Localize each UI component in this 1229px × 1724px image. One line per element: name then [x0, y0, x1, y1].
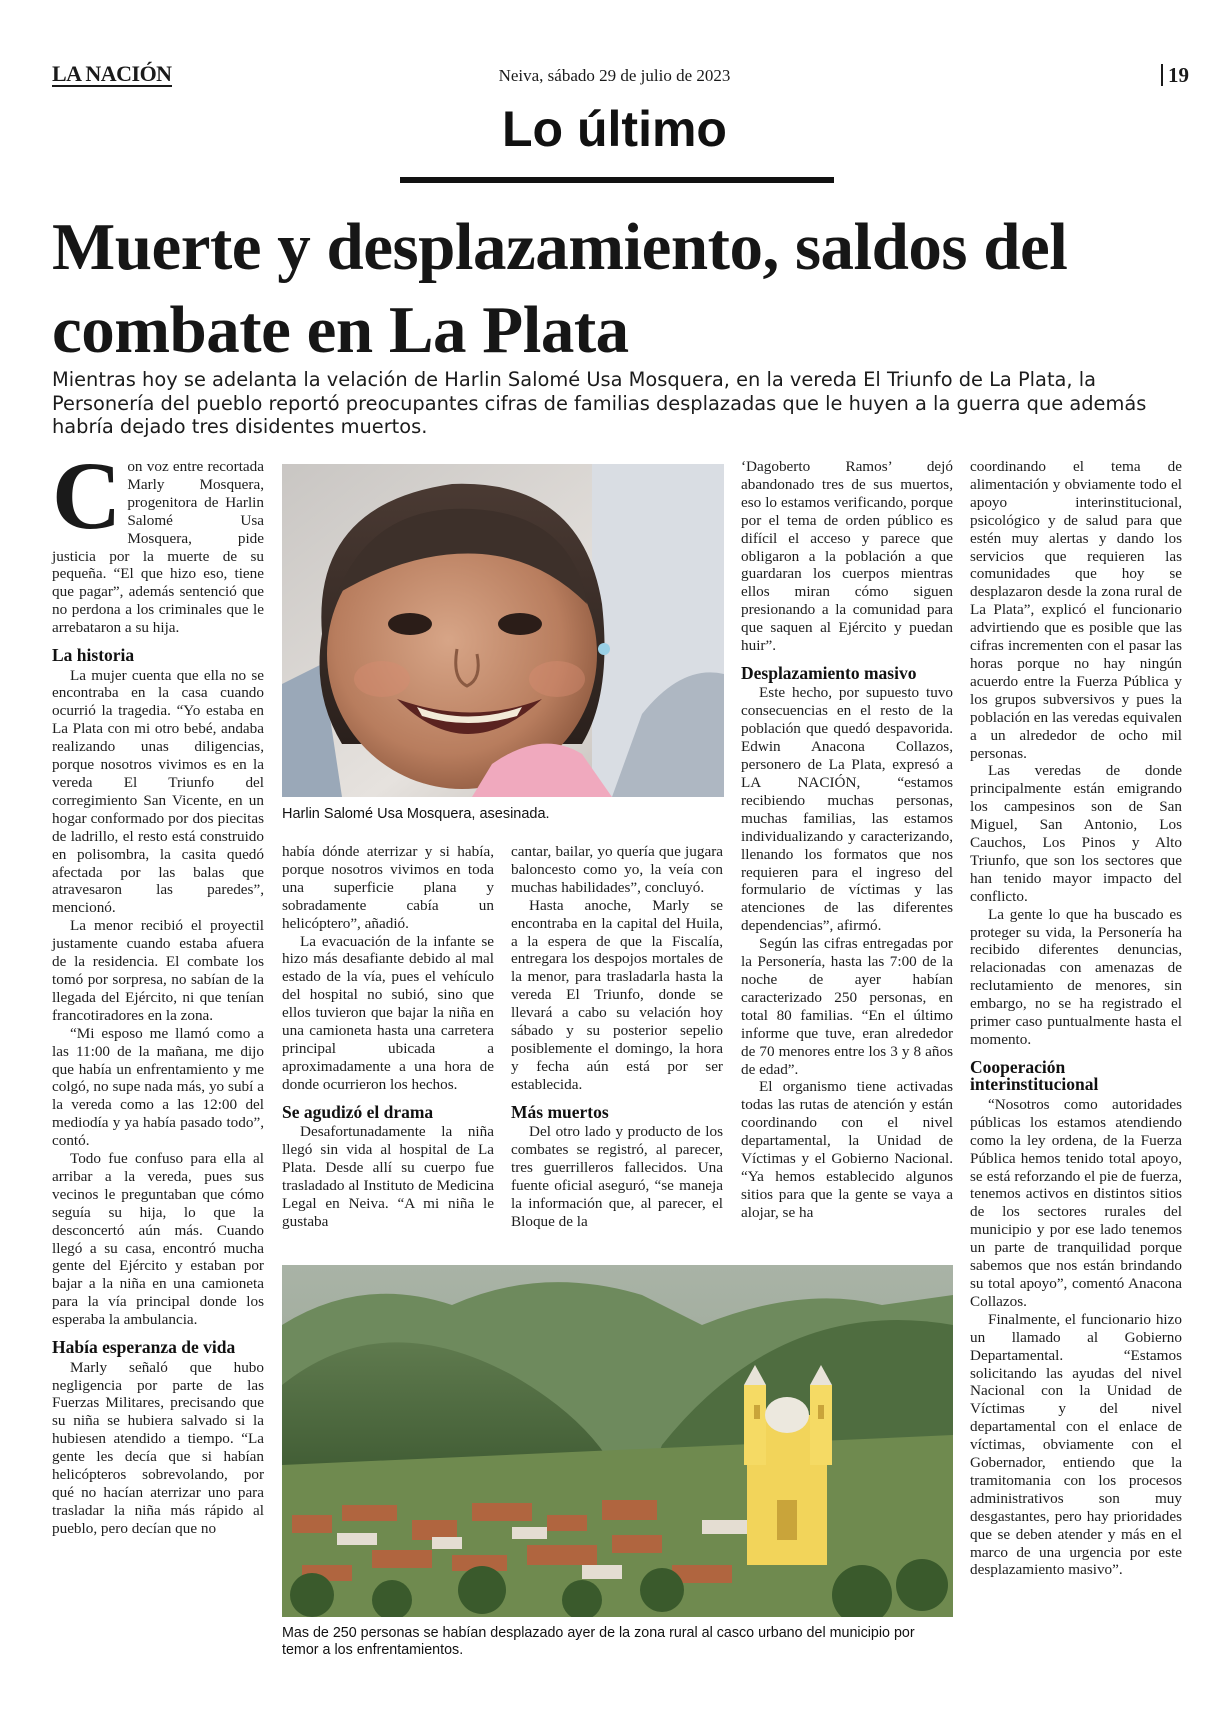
paragraph: Todo fue confuso para ella al arribar a la vereda, pues sus vecinos le preguntaban que cómo seguía su hija, lo que la desconcertó aún más. Cuando llegó a su casa, encontró mucha gente del Ejército y estaban por bajar a la niña en una camioneta para la vía principal donde los esperaba la ambulancia. [52, 1150, 264, 1329]
subhead-cooperacion: Cooperación interinstitucional [970, 1056, 1099, 1095]
paragraph: Este hecho, por supuesto tuvo consecuencias en el resto de la población que quedó despavorida. Edwin Anacona Collazos, personero de La Plata, expresó a LA NACIÓN, “estamos recibiendo muchas personas, muchas familias, las estamos individualizando y caracterizando, llenando los formatos que nos requieren para el ingreso del formulario de víctimas y las atenciones de las diferentes dependencias”, afirmó. [741, 684, 953, 935]
paragraph: La gente lo que ha buscado es proteger su vida, la Personería ha recibido diferentes denuncias, relacionadas con amenazas de reclutamiento de menores, sin embargo, no se ha registrado el primer caso puntualmente hasta el momento. [970, 905, 1182, 1048]
section-title: Lo último [502, 101, 727, 157]
article-column-3 [511, 843, 723, 1231]
paragraph: Desafortunadamente la niña llegó sin vida al hospital de La Plata. Desde allí su cuerpo fue trasladado al Instituto de Medicina Legal en Neiva. “A mi niña le gustaba [282, 1123, 494, 1230]
paragraph: La mujer cuenta que ella no se encontraba en la casa cuando ocurrió la tragedia. “Yo estaba en La Plata con mi otro bebé, andaba realizando unas diligencias, porque nosotros vivimos es en la vereda El Triunfo del corregimiento San Vicente, en un hogar conformado por dos piecitas de ladrillo, el resto está construido en polisombra, la casita quedó afectada por las balas que atravesaron las paredes”, mencionó. [52, 666, 264, 917]
article-summary: Mientras hoy se adelanta la velación de Harlin Salomé Usa Mosquera, en la vereda El Triunfo de La Plata, la Personería del pueblo reportó preocupantes cifras de familias desplazadas que le huyen a la guerra que además habría dejado tres disidentes muertos. [52, 368, 1147, 438]
paragraph: Marly señaló que hubo negligencia por parte de las Fuerzas Militares, precisando que su niña se hubiera salvado si la hubiesen atendido a tiempo. “La gente les decía que si habían helicópteros sobrevolando, por qué no hacían aterrizar uno para trasladar la niña más rápido al pueblo, pero decían que no [52, 1358, 264, 1537]
lead-text: on voz entre recortada Marly Mosquera, progenitora de Harlin Salomé Usa Mosquera, pide justicia por la muerte de su pequeña. “El que hizo eso, tiene que pagar”, además sentenció que no perdona a los criminales que le arrebataron a su hija. [52, 458, 264, 637]
paragraph: Las veredas de donde principalmente están emigrando los campesinos son de San Miguel, San Antonio, Los Cauchos, Los Pinos y Alto Triunfo, que son los sectores que han tenido mayor impacto del conflicto. [970, 762, 1182, 905]
headline: Muerte y desplazamiento, saldos del combate en La Plata [52, 210, 1068, 367]
paragraph: Hasta anoche, Marly se encontraba en la capital del Huila, a la espera de que la Fiscalía, entregara los despojos mortales de la menor, para trasladarla hasta la vereda El Triunfo, donde se llevará a cabo su velación hoy sábado y su posterior sepelio posiblemente el domingo, la hora y fecha aún está por ser establecida. [511, 896, 723, 1093]
subhead-drama: Se agudizó el drama [282, 1101, 434, 1122]
article-column-1 [52, 442, 264, 1538]
paragraph: “Nosotros como autoridades públicas los estamos atendiendo como la ley ordena, de la Fuerza Pública hemos tenido total apoyo, se está reforzando el pie de fuerza, tenemos activos en distintos sitios de los sectores rurales del municipio y por ese lado tenemos un parte de tranquilidad porque sabemos que nos están brindando su total apoyo”, comentó Anacona Collazos. [970, 1095, 1182, 1310]
section-rule [400, 177, 834, 183]
newspaper-logo: LA NACIÓN [52, 61, 172, 86]
page-number: 19 [1161, 64, 1189, 86]
article-column-2 [282, 843, 494, 1231]
photo-caption: Mas de 250 personas se habían desplazado ayer de la zona rural al casco urbano del municipio por temor a los enfrentamientos. [282, 1625, 915, 1658]
paragraph: cantar, bailar, yo quería que jugara baloncesto como yo, la veía con muchas habilidades”, concluyó. [511, 843, 723, 896]
subhead-la-historia: La historia [52, 645, 135, 666]
paragraph: había dónde aterrizar y si había, porque nosotros vivimos en toda una superficie plana y sobradamente cabía un helicóptero”, añadió. [282, 843, 494, 932]
subhead-mas-muertos: Más muertos [511, 1101, 609, 1122]
paragraph: Según las cifras entregadas por la Personería, hasta las 7:00 de la noche de ayer habían caracterizado 250 personas, en total 80 familias. “En el último informe que tuve, eran alrededor de 70 menores entre los 3 y 8 años de edad”. [741, 935, 953, 1078]
article-column-4 [741, 458, 953, 1222]
town-landscape-photo [282, 1265, 953, 1617]
subhead-desplazamiento: Desplazamiento masivo [741, 662, 917, 683]
paragraph: La menor recibió el proyectil justamente cuando estaba afuera de la residencia. El combate los tomó por sorpresa, no sabían de la llegada del Ejército, ni que tenían francotiradores en la zona. [52, 917, 264, 1024]
photo-caption: Harlin Salomé Usa Mosquera, asesinada. [282, 806, 550, 822]
paragraph: ‘Dagoberto Ramos’ dejó abandonado tres de sus muertos, eso lo estamos verificando, porque por el tema de orden público es difícil el acceso y parece que obligaron a la población a que guardaran los cuerpos mientras ellos miran cómo siguen presionando a la comunidad para que saquen al Ejército y puedan huir”. [741, 458, 953, 655]
paragraph: El organismo tiene activadas todas las rutas de atención y están coordinando con el nivel departamental, la Unidad de Víctimas y el Gobierno Nacional. “Ya hemos establecido algunos sitios para que la gente se vaya a alojar, se ha [741, 1078, 953, 1221]
paragraph: coordinando el tema de alimentación y obviamente todo el apoyo interinstitucional, psicológico y de salud para que estén muy alertas y dando los servicios que requieren las comunidades que hoy se desplazaron desde la zona rural de La Plata”, explicó el funcionario advirtiendo que es posible que las cifras incrementen con el pasar las horas porque no hay ningún acuerdo entre la Fuerza Pública y los grupos subversivos y pues la población en las veredas equivalen a un alrededor de ocho mil personas. [970, 458, 1182, 762]
victim-photo [282, 464, 724, 797]
drop-cap: C [52, 442, 122, 549]
paragraph: La evacuación de la infante se hizo más desafiante debido al mal estado de la vía, pues el vehículo del hospital no subió, sino que ellos tuvieron que bajar la niña en una camioneta hasta una carretera principal ubicada a aproximadamente a una hora de donde ocurrieron los hechos. [282, 932, 494, 1093]
dateline: Neiva, sábado 29 de julio de 2023 [498, 66, 731, 85]
lead-paragraph [52, 442, 264, 637]
paragraph: “Mi esposo me llamó como a las 11:00 de la mañana, me dijo que había un enfrentamiento y me colgó, no supe nada más, yo subí a la vereda como a las 12:00 del mediodía y ya había pasado todo”, contó. [52, 1024, 264, 1150]
article-column-5 [970, 458, 1182, 1579]
paragraph: Del otro lado y producto de los combates se registró, al parecer, tres guerrilleros fallecidos. Una fuente oficial aseguró, “se maneja la información que, al parecer, el Bloque de la [511, 1123, 723, 1230]
paragraph: Finalmente, el funcionario hizo un llamado al Gobierno Departamental. “Estamos solicitando las ayudas del nivel Nacional con la Unidad de Víctimas y del nivel departamental con el enlace de víctimas, obviamente con el Gobernador, entiendo que la tramitomania con los procesos administrativos son muy desgastantes, pero hay prioridades que se deben atender y más en el marco de una urgencia por este desplazamiento masivo”. [970, 1310, 1182, 1579]
subhead-esperanza: Había esperanza de vida [52, 1337, 236, 1358]
